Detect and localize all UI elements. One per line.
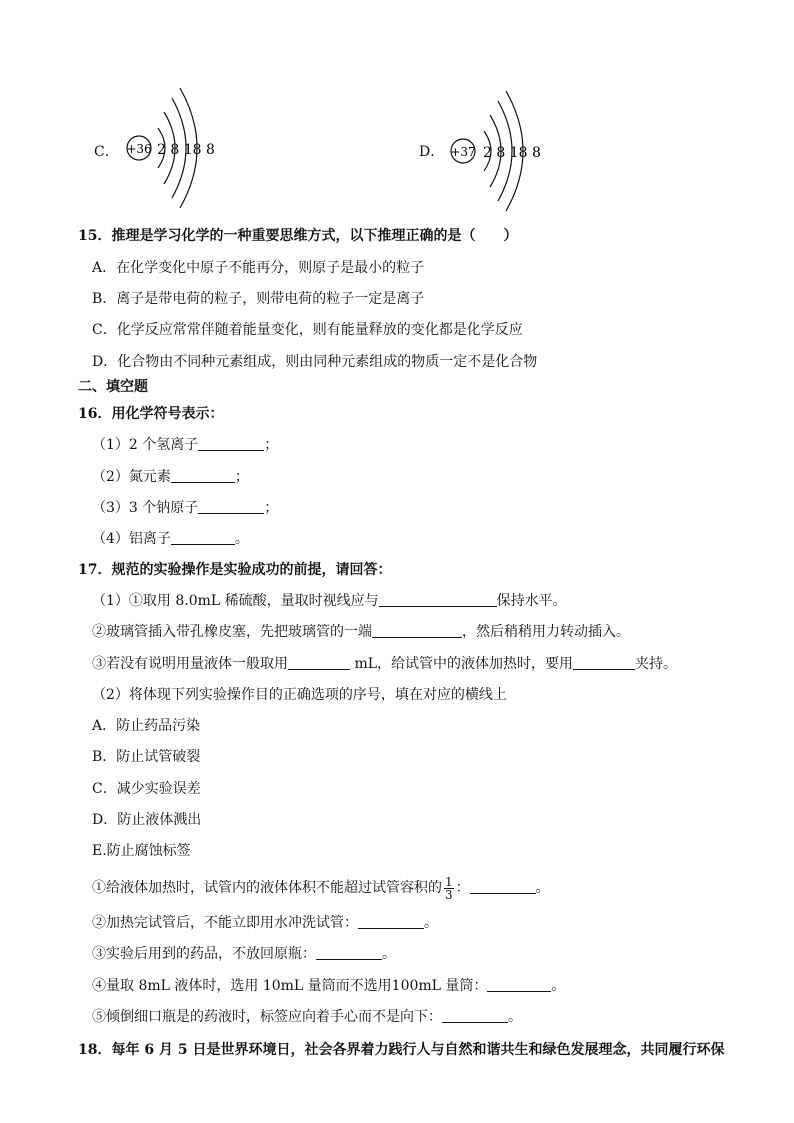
q17-s4-text: ④量取 8mL 液体时，选用 10mL 量筒而不选用100mL 量筒： <box>92 978 488 994</box>
q17-s5-text: ⑤倾倒细口瓶是的药液时，标签应向着手心而不是向下： <box>92 1009 442 1025</box>
q17-statement-4 <box>92 976 565 996</box>
q17-part1-line3 <box>92 654 677 674</box>
q17-stem: 17．规范的实验操作是实验成功的前提，请回答： <box>78 562 392 578</box>
q16-item-3-text: （3）3 个钠原子 <box>92 500 199 516</box>
q17-statement-2 <box>92 913 438 933</box>
q17-part1-line1 <box>92 591 567 611</box>
shell-electrons-d: 2 8 18 8 <box>483 145 541 161</box>
fraction-numerator: 1 <box>445 874 453 889</box>
q17-s4-end: 。 <box>551 978 566 994</box>
q16-item-1-end: ； <box>264 437 279 453</box>
q17-s3-text: ③实验后用到的药品，不放回原瓶： <box>92 946 316 962</box>
q17-p3-text: ③若没有说明用量液体一般取用 <box>92 656 288 672</box>
q17-s1-text: ①给液体加热时，试管内的液体体积不能超过试管容积的 <box>92 880 442 896</box>
q16-item-3 <box>92 498 278 518</box>
q16-item-2-end: ； <box>234 469 249 485</box>
q17-s2-text: ②加热完试管后，不能立即用水冲洗试管： <box>92 915 358 931</box>
q17-p1-blank[interactable] <box>379 592 497 607</box>
q16-item-1-blank[interactable] <box>198 436 264 451</box>
shell-electrons-c: 2 8 18 8 <box>157 142 215 158</box>
q17-part2-stem: （2）将体现下列实验操作目的正确选项的序号，填在对应的横线上 <box>92 687 507 703</box>
q18-stem: 18．每年 6 月 5 日是世界环境日，社会各界着力践行人与自然和谐共生和绿色发展理念，共同履行环保 <box>78 1042 725 1058</box>
q17-s3-blank[interactable] <box>316 945 382 960</box>
option-c-label: C． <box>94 144 119 160</box>
fraction-one-third <box>444 876 454 901</box>
q15-option-d: D．化合物由不同种元素组成，则由同种元素组成的物质一定不是化合物 <box>92 354 538 370</box>
q17-option-e: E.防止腐蚀标签 <box>92 843 191 859</box>
option-d-label: D． <box>419 144 445 160</box>
nucleus-charge-d: +37 <box>450 145 476 159</box>
q15-option-a: A．在化学变化中原子不能再分，则原子是最小的粒子 <box>92 260 425 276</box>
q17-option-b: B．防止试管破裂 <box>92 749 201 765</box>
q17-s5-blank[interactable] <box>442 1008 508 1023</box>
atom-structure-c <box>124 88 214 217</box>
q17-statement-1 <box>92 874 550 902</box>
q16-item-4-end: 。 <box>234 531 249 547</box>
q16-item-4-text: （4）铝离子 <box>92 531 171 547</box>
q17-s3-end: 。 <box>382 946 396 962</box>
q17-p1-text: （1）①取用 8.0mL 稀硫酸，量取时视线应与 <box>92 593 379 609</box>
q17-option-a: A．防止药品污染 <box>92 718 201 734</box>
q17-p3-end: 夹持。 <box>635 656 678 672</box>
q17-s1-blank[interactable] <box>470 879 536 894</box>
q17-statement-3 <box>92 944 396 964</box>
q16-stem: 16．用化学符号表示： <box>78 406 224 422</box>
q17-p3-mid: mL，给试管中的液体加热时，要用 <box>354 656 574 672</box>
q17-s4-blank[interactable] <box>487 977 551 992</box>
q16-item-4 <box>92 529 249 549</box>
q17-s1-colon: ： <box>455 880 470 896</box>
q16-item-4-blank[interactable] <box>171 530 235 545</box>
q17-p2-end: ，然后稍稍用力转动插入。 <box>462 624 630 640</box>
nucleus-charge-c: +36 <box>126 142 152 156</box>
q17-s5-end: 。 <box>508 1009 522 1025</box>
fraction-denominator: 3 <box>445 887 453 902</box>
q16-item-3-end: ； <box>264 500 279 516</box>
q17-s1-end: 。 <box>535 880 550 896</box>
q16-item-1-text: （1）2 个氢离子 <box>92 437 199 453</box>
q15-stem: 15．推理是学习化学的一种重要思维方式，以下推理正确的是（ ） <box>78 228 518 244</box>
q17-p2-text: ②玻璃管插入带孔橡皮塞，先把玻璃管的一端 <box>92 624 372 640</box>
q17-option-c: C．减少实验误差 <box>92 781 201 797</box>
q17-s2-blank[interactable] <box>358 914 424 929</box>
q17-option-d: D．防止液体溅出 <box>92 812 202 828</box>
q16-item-1 <box>92 435 278 455</box>
q16-item-3-blank[interactable] <box>198 499 264 514</box>
q16-item-2-text: （2）氮元素 <box>92 469 171 485</box>
q17-p1-end: 保持水平。 <box>496 593 567 609</box>
q17-p3-blank-1[interactable] <box>288 655 350 670</box>
q15-option-c: C．化学反应常常伴随着能量变化，则有能量释放的变化都是化学反应 <box>92 322 523 338</box>
q15-option-b: B．离子是带电荷的粒子，则带电荷的粒子一定是离子 <box>92 291 425 307</box>
section-title: 二、填空题 <box>78 379 148 395</box>
q17-p2-blank[interactable] <box>372 623 462 638</box>
atom-structure-d <box>448 91 541 220</box>
q17-part1-line2 <box>92 622 630 642</box>
q16-item-2 <box>92 467 249 487</box>
q17-s2-end: 。 <box>424 915 438 931</box>
q17-p3-blank-2[interactable] <box>573 655 635 670</box>
q17-statement-5 <box>92 1007 522 1027</box>
q16-item-2-blank[interactable] <box>171 468 235 483</box>
